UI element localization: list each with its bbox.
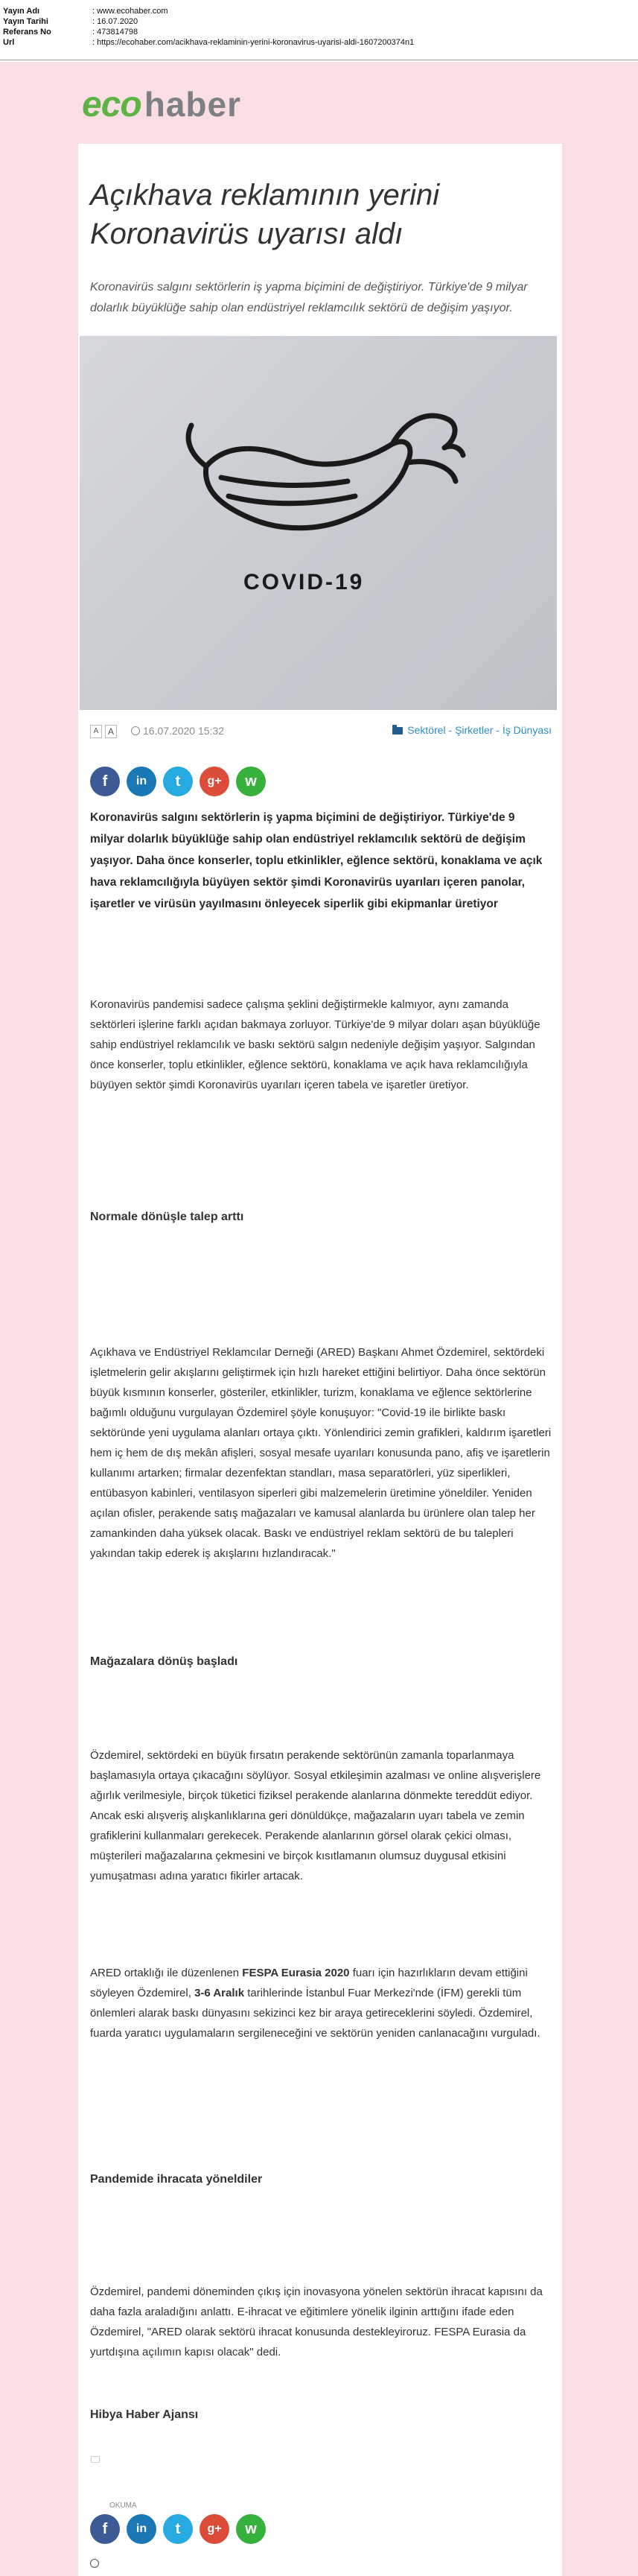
meta-value: : 473814798 <box>92 28 138 37</box>
whatsapp-share-button[interactable] <box>236 2514 266 2544</box>
publish-date-text: 16.07.2020 15:32 <box>143 725 224 737</box>
hero-caption: COVID-19 <box>243 570 365 594</box>
category-links[interactable] <box>392 724 552 736</box>
twitter-share-button[interactable] <box>163 767 193 796</box>
logo-eco: eco <box>82 84 141 124</box>
meta-value: : 16.07.2020 <box>92 17 138 26</box>
section-heading: Pandemide ihracata yöneldiler <box>90 2173 263 2186</box>
image-placeholder <box>91 2456 100 2463</box>
news-source: Hibya Haber Ajansı <box>90 2408 199 2421</box>
linkedin-share-button[interactable] <box>127 767 156 796</box>
article-paragraph: Koronavirüs pandemisi sadece çalışma şeklini değiştirmekle kalmıyor, aynı zamanda sektörleri işlerine farklı açıdan bakmaya zorluyor. Türkiye'de 9 milyar doları aşan büyüklüğe sahip endüstriyel reklamcılık ve baskı sektörü salgın nedeniyle değişim yaşıyor. Salgından önce konserler, toplu etkinlikler, eğlence sektörü, konaklama ve açık hava reklamcılığıyla büyüyen sektör şimdi Koronavirüs uyarıları içeren tabela ve işaretler üretiyor. <box>90 998 540 1091</box>
logo-haber: haber <box>144 85 241 124</box>
article-paragraph <box>90 1963 552 2043</box>
meta-row <box>0 16 638 27</box>
section-heading: Mağazalara dönüş başladı <box>90 1655 238 1668</box>
article-paragraph: Açıkhava ve Endüstriyel Reklamcılar Derneği (ARED) Başkanı Ahmet Özdemirel, sektördeki işletmelerin gelir akışlarını geliştirmek için hızlı hareket ettiğini belirtiyor. Daha önce sektörün büyük kısmının konserler, gösteriler, etkinlikler, turizm, konaklama ve eğlence sektörlerine bağımlı olduğunu vurgulayan Özdemirel şöyle konuşuyor: "Covid-19 ile birlikte baskı sektöründe yeni uygulama alanları ortaya çıktı. Yönlendirici zemin grafikleri, kaldırım işaretleri hem iç hem de dış mekân afişleri, sosyal mesafe uyarıları konusunda pano, afiş ve işaretlerin kullanımı artarken; firmalar dezenfektan standları, masa separatörleri, yüz siperlikleri, entübasyon kabinleri, ventilasyon siperleri gibi malzemelerin üretimine yöneldiler. Yeniden açılan ofisler, perakende satış mağazaları ve kamusal alanlarda bu ürünlere olan talep her zamankinden daha yüksek olacak. Baskı ve endüstriyel reklam sektörü de bu talepleri yakından takip ederek iş akışlarını hızlandıracak." <box>90 1346 552 1560</box>
linkedin-icon: in <box>135 2522 147 2535</box>
hero-image <box>80 336 557 710</box>
left-margin <box>0 62 78 2576</box>
whatsapp-share-button[interactable] <box>236 767 266 796</box>
text-run: fuarı için hazırlıkların devam ettiğini söyleyen Özdemirel, <box>90 1967 528 1999</box>
meta-key: Yayın Adı <box>3 7 40 16</box>
meta-row <box>0 37 638 48</box>
category-text[interactable]: Sektörel - Şirketler - İş Dünyası <box>407 724 552 736</box>
text-run: ARED ortaklığı ile düzenlenen <box>90 1967 243 1979</box>
meta-key: Url <box>3 38 15 47</box>
site-logo[interactable] <box>82 82 241 127</box>
facebook-icon: f <box>102 773 108 790</box>
whatsapp-icon: w <box>245 773 257 790</box>
text-run: tarihlerinde İstanbul Fuar Merkezi'nde (İFM) gerekli tüm önlemleri alarak baskı dünyasını sekizinci kez bir araya getireceklerini söyledi. Özdemirel, fuarda yaratıcı uygulamaların sergileneceğini ve sektörün yeniden canlanacağını vurguladı. <box>90 1987 540 2040</box>
publish-date <box>131 725 224 737</box>
right-margin <box>562 62 638 2576</box>
googleplus-icon: g+ <box>207 2522 222 2535</box>
share-bar-bottom <box>90 2514 266 2544</box>
linkedin-icon: in <box>135 775 147 787</box>
article-summary: Koronavirüs salgını sektörlerin iş yapma biçimini de değiştiriyor. Türkiye'de 9 milyar dolarlık büyüklüğe sahip olan endüstriyel reklamcılık sektörü de değişim yaşıyor. Daha önce konserler, toplu etkinlikler, eğlence sektörü, konaklama ve açık hava reklamcılığıyla büyüyen sektör şimdi Koronavirüs uyarıları içeren panolar, işaretler ve virüsün yayılmasını önleyecek siperlik gibi ekipmanlar üretiyor <box>90 811 543 910</box>
linkedin-share-button[interactable] <box>127 2514 156 2544</box>
mask-graffiti-illustration <box>80 336 557 710</box>
article-lead: Koronavirüs salgını sektörlerin iş yapma biçimini de değiştiriyor. Türkiye'de 9 milyar dolarlık büyüklüğe sahip olan endüstriyel reklamcılık sektörü de değişim yaşıyor. <box>90 281 528 314</box>
clipping-metadata <box>0 6 638 48</box>
article-title: Açıkhava reklamının yerini Koronavirüs uyarısı aldı <box>90 179 440 250</box>
meta-value: : https://ecohaber.com/acikhava-reklaminin-yerini-koronavirus-uyarisi-aldi-1607200374n1 <box>92 38 415 47</box>
facebook-share-button[interactable] <box>90 2514 120 2544</box>
clock-icon <box>131 726 140 735</box>
section-heading: Normale dönüşle talep arttı <box>90 1211 244 1223</box>
article-paragraph: Özdemirel, pandemi döneminden çıkış için inovasyona yönelen sektörün ihracat kapısını da daha fazla araladığını anlattı. E-ihracat ve eğitimlere yönelik ilginin arttığını ifade eden Özdemirel, "ARED olarak sektörü ihracat konusunda destekleyiroruz. FESPA Eurasia da yurtdışına açılımın kapısı olacak" dedi. <box>90 2285 543 2358</box>
meta-row <box>0 27 638 37</box>
read-count-label: OKUMA <box>109 2502 137 2510</box>
facebook-share-button[interactable] <box>90 767 120 796</box>
twitter-icon: t <box>175 773 181 790</box>
googleplus-share-button[interactable] <box>200 2514 229 2544</box>
whatsapp-icon: w <box>245 2520 257 2537</box>
font-decrease-button[interactable]: A <box>90 725 102 738</box>
facebook-icon: f <box>102 2520 108 2537</box>
font-increase-button[interactable]: A <box>105 725 117 738</box>
event-name: FESPA Eurasia 2020 <box>242 1967 350 1979</box>
folder-icon <box>392 727 403 735</box>
event-dates: 3-6 Aralık <box>194 1987 245 1999</box>
article-toolbar <box>90 723 552 740</box>
meta-key: Referans No <box>3 28 51 37</box>
meta-key: Yayın Tarihi <box>3 17 48 26</box>
meta-row <box>0 6 638 16</box>
twitter-share-button[interactable] <box>163 2514 193 2544</box>
article-paragraph: Özdemirel, sektördeki en büyük fırsatın perakende sektörünün zamanla toparlanmaya başlamasıyla ortaya çıkacağını söylüyor. Sosyal etkileşimin azalması ve online alışverişlere ağırlık verilmesiyle, birçok tüketici fiziksel perakende alanlarına dönmekte tereddüt ediyor. Ancak eski alışveriş alışkanlıklarına geri dönüldükçe, mağazaların uyarı tabela ve zemin grafiklerini kullanmaları gerekecek. Perakende alanlarının görsel olarak çekici olması, müşterileri mağazalarına çekmesini ve birçok kısıtlamanın olumsuz duygusal etkisini yumuşatması adına yaratıcı fikirler artacak. <box>90 1749 541 1882</box>
meta-value: : www.ecohaber.com <box>92 7 168 16</box>
twitter-icon: t <box>175 2520 181 2537</box>
googleplus-icon: g+ <box>207 775 222 787</box>
googleplus-share-button[interactable] <box>200 767 229 796</box>
share-bar-top <box>90 767 266 796</box>
clock-icon <box>90 2559 99 2568</box>
